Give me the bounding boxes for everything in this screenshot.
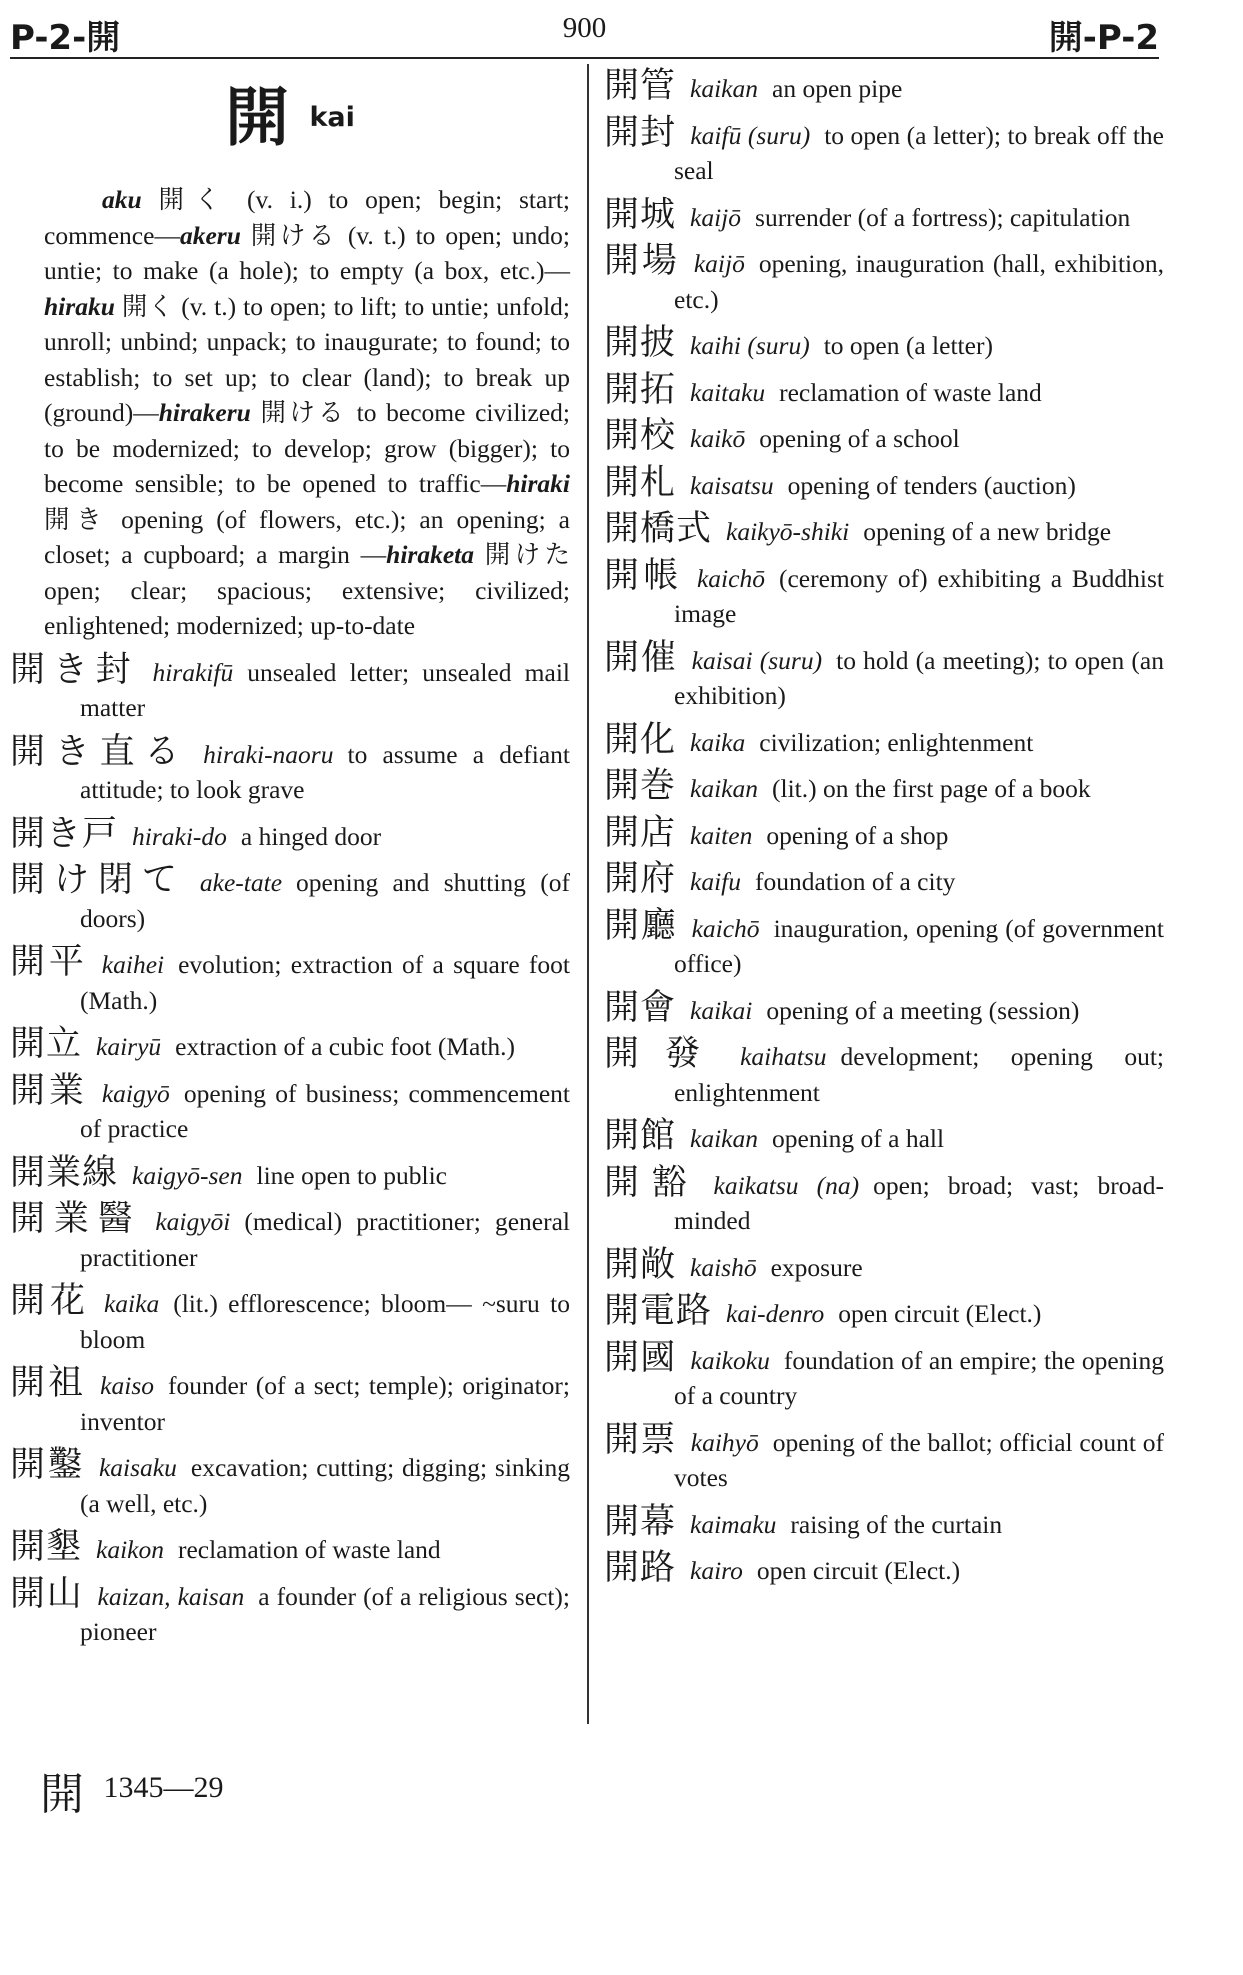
entry-romaji: kaikoku xyxy=(690,1345,770,1375)
definition-text: 開き opening (of flowers, etc.); an opening; a closet; a cupboard; a margin — xyxy=(44,504,570,569)
dictionary-entry xyxy=(604,243,1164,317)
entry-definition: to open (a letter) xyxy=(823,331,993,360)
dictionary-entry xyxy=(10,1573,570,1650)
entry-kanji: 開幕 xyxy=(604,1501,677,1541)
entry-romaji: kaijō xyxy=(693,249,745,278)
entry-kanji: 開立 xyxy=(10,1024,83,1063)
entry-romaji: kaiso xyxy=(100,1371,154,1400)
entry-romaji: kaikatsu (na) xyxy=(713,1170,860,1200)
dictionary-entry xyxy=(604,812,1164,854)
entry-definition: unsealed letter; unsealed mail matter xyxy=(80,657,570,722)
dictionary-entry xyxy=(604,1419,1164,1496)
entry-definition: (lit.) efflorescence; bloom— ~suru to bloom xyxy=(80,1289,570,1354)
dictionary-entry xyxy=(10,1447,570,1521)
entry-romaji: kaisaku xyxy=(98,1453,177,1482)
entry-kanji: 開豁 xyxy=(604,1162,700,1202)
dictionary-entry xyxy=(10,1365,570,1439)
entry-romaji: kaijō xyxy=(690,202,742,232)
entry-kanji: 開巻 xyxy=(604,766,677,805)
entry-kanji: 開會 xyxy=(604,987,677,1027)
entry-kanji: 開路 xyxy=(604,1548,677,1587)
dictionary-entry xyxy=(604,1501,1164,1543)
entry-definition: raising of the curtain xyxy=(790,1509,1003,1539)
entry-kanji: 開廳 xyxy=(604,905,678,945)
entry-kanji: 開敞 xyxy=(604,1244,677,1284)
dictionary-entry xyxy=(10,649,570,726)
entry-definition: a hinged door xyxy=(240,821,382,851)
entry-kanji: 開管 xyxy=(604,66,677,105)
definition-text: 開く (v. i.) to open; begin; start; commence— xyxy=(44,185,570,250)
entry-romaji: kaigyō xyxy=(101,1078,170,1108)
entry-romaji: kaikon xyxy=(96,1535,164,1564)
dictionary-entry xyxy=(10,944,570,1018)
header-right-label: 開-P-2 xyxy=(1048,18,1159,58)
entry-definition: extraction of a cubic foot (Math.) xyxy=(175,1032,516,1061)
dictionary-entry xyxy=(604,905,1164,982)
entry-romaji: kaika xyxy=(103,1289,160,1318)
entry-romaji: kaihyō xyxy=(690,1427,759,1457)
entry-romaji: hirakifū xyxy=(152,657,234,687)
entry-definition: open; broad; vast; broad-minded xyxy=(674,1170,1164,1235)
definition-keyword: akeru xyxy=(179,220,241,250)
entry-romaji: kaikan xyxy=(690,774,758,803)
entry-romaji: kaihatsu xyxy=(740,1042,827,1071)
footer-kanji: 開 xyxy=(40,1770,84,1819)
entry-kanji: 開國 xyxy=(604,1337,677,1377)
entry-kanji: 開平 xyxy=(10,942,88,981)
entry-kanji: 開業 xyxy=(10,1070,88,1110)
entry-definition: civilization; enlightenment xyxy=(759,727,1034,757)
dictionary-entry xyxy=(604,511,1164,550)
entry-definition: development; opening out; enlightenment xyxy=(674,1042,1164,1107)
entry-kanji: 開業線 xyxy=(10,1152,119,1192)
entry-kanji: 開電路 xyxy=(604,1291,713,1330)
dictionary-entry xyxy=(604,1550,1164,1589)
entry-romaji: kaikō xyxy=(690,424,746,453)
entry-kanji: 開館 xyxy=(604,1116,677,1155)
dictionary-entry xyxy=(604,1162,1164,1239)
entry-definition: foundation of a city xyxy=(755,867,956,896)
head-definition xyxy=(10,182,570,644)
dictionary-entry xyxy=(604,719,1164,761)
definition-keyword: aku xyxy=(102,185,142,214)
entry-definition: line open to public xyxy=(256,1160,447,1190)
entry-romaji: kaigyōi xyxy=(155,1207,231,1236)
entry-definition: reclamation of waste land xyxy=(779,377,1042,407)
entry-romaji: hiraki-do xyxy=(132,821,227,851)
entry-definition: opening of a meeting (session) xyxy=(766,995,1080,1025)
dictionary-entry xyxy=(604,418,1164,457)
dictionary-entry xyxy=(10,1529,570,1568)
entry-kanji: 開業醫 xyxy=(10,1199,142,1238)
entry-definition: a founder (of a religious sect); pioneer xyxy=(80,1581,570,1646)
entry-definition: (medical) practitioner; general practitioner xyxy=(80,1207,570,1272)
entry-romaji: ake-tate xyxy=(199,868,283,897)
entry-definition: foundation of an empire; the opening of a country xyxy=(674,1345,1164,1410)
entry-romaji: kaitaku xyxy=(690,377,766,407)
dictionary-entry xyxy=(10,1152,570,1194)
entry-definition: (ceremony of) exhibiting a Buddhist image xyxy=(674,563,1164,628)
entry-romaji: kaikan xyxy=(690,1124,758,1153)
entry-kanji: 開鑿 xyxy=(10,1445,85,1484)
entry-romaji: kaikai xyxy=(690,995,753,1025)
dictionary-entry xyxy=(10,1201,570,1275)
entry-romaji: kaimaku xyxy=(690,1509,777,1539)
entry-kanji: 開き封 xyxy=(10,649,139,689)
dictionary-entry xyxy=(604,987,1164,1029)
right-column xyxy=(604,68,1164,1597)
dictionary-entry xyxy=(604,555,1164,632)
entry-definition: to open (a letter); to break off the seal xyxy=(674,120,1164,185)
entry-definition: opening, inauguration (hall, exhibition, etc.) xyxy=(674,249,1164,314)
entry-kanji: 開橋式 xyxy=(604,509,713,548)
definition-text: 開ける to become civilized; to be modernized; to develop; grow (bigger); to become sensible; to be opened to traffic— xyxy=(44,398,570,498)
dictionary-entry xyxy=(604,369,1164,411)
entry-romaji: kaisatsu xyxy=(690,470,774,500)
entry-kanji: 開府 xyxy=(604,859,677,898)
entry-kanji: 開拓 xyxy=(604,369,677,409)
entry-definition: reclamation of waste land xyxy=(178,1535,441,1564)
head-entry xyxy=(10,82,570,182)
entry-definition: inauguration, opening (of government office) xyxy=(674,913,1164,978)
header-rule xyxy=(10,57,1159,59)
entry-definition: opening of a new bridge xyxy=(863,517,1112,546)
entry-kanji: 開場 xyxy=(604,241,680,280)
entry-definition: to assume a defiant attitude; to look grave xyxy=(80,739,570,804)
entry-kanji: 開發 xyxy=(604,1034,727,1073)
entry-kanji: 開催 xyxy=(604,637,678,677)
dictionary-entry xyxy=(604,325,1164,364)
entry-romaji: kaiten xyxy=(690,820,753,850)
entry-definition: surrender (of a fortress); capitulation xyxy=(755,202,1131,232)
dictionary-entry xyxy=(10,1283,570,1357)
entry-romaji: kaishō xyxy=(690,1252,757,1282)
page-header xyxy=(10,0,1159,62)
dictionary-entry xyxy=(604,112,1164,189)
entry-kanji: 開祖 xyxy=(10,1363,87,1402)
entry-kanji: 開き直る xyxy=(10,731,190,771)
entry-definition: opening of business; commencement of practice xyxy=(80,1078,570,1143)
entry-definition: opening of the ballot; official count of votes xyxy=(674,1427,1164,1492)
column-divider xyxy=(587,64,589,1724)
dictionary-entry xyxy=(604,1244,1164,1286)
header-left-label: P-2-開 xyxy=(10,18,121,58)
entry-romaji: kaika xyxy=(690,727,746,757)
entry-kanji: 開札 xyxy=(604,462,677,502)
entry-romaji: kaigyō-sen xyxy=(132,1160,243,1190)
dictionary-entry xyxy=(604,1118,1164,1157)
entry-romaji: kaihi (suru) xyxy=(690,331,810,360)
entry-romaji: kaikan xyxy=(690,74,758,103)
entry-definition: opening of a school xyxy=(759,424,960,453)
entry-romaji: kairyū xyxy=(96,1032,162,1061)
entry-romaji: kaisai (suru) xyxy=(691,645,823,675)
dictionary-entry xyxy=(604,1036,1164,1110)
definition-keyword: hiraki xyxy=(506,469,570,498)
head-romaji: kai xyxy=(309,102,355,134)
dictionary-entry xyxy=(10,1070,570,1147)
entry-romaji: kairo xyxy=(690,1556,743,1585)
dictionary-entry xyxy=(10,731,570,808)
entry-romaji: hiraki-naoru xyxy=(203,739,334,769)
entry-romaji: kaizan, kaisan xyxy=(97,1581,245,1611)
entry-romaji: kaikyō-shiki xyxy=(726,517,850,546)
entry-kanji: 開花 xyxy=(10,1281,90,1320)
entry-kanji: 開墾 xyxy=(10,1527,83,1566)
definition-keyword: hiraku xyxy=(44,291,115,321)
entry-definition: an open pipe xyxy=(772,74,903,103)
entry-romaji: kaifū (suru) xyxy=(690,120,811,150)
entry-kanji: 開校 xyxy=(604,416,677,455)
page-number: 900 xyxy=(562,12,607,44)
entry-romaji: kaihei xyxy=(101,950,165,979)
entry-kanji: 開封 xyxy=(604,112,677,152)
left-column xyxy=(10,68,570,1658)
dictionary-entry xyxy=(604,768,1164,807)
entry-kanji: 開城 xyxy=(604,194,677,234)
definition-keyword: hiraketa xyxy=(386,540,474,569)
entry-romaji: kaifu xyxy=(690,867,742,896)
definition-text: 開く (v. t.) to open; to lift; to untie; unfold; unroll; unbind; unpack; to inaugurate; to found; to establish; to set up; to clear (land); to break up (ground)— xyxy=(44,291,570,427)
definition-text: 開ける (v. t.) to open; undo; untie; to make (a hole); to empty (a box, etc.)— xyxy=(44,220,570,285)
page-footer xyxy=(40,1758,224,1822)
entry-romaji: kaichō xyxy=(691,913,760,943)
entry-definition: exposure xyxy=(770,1252,863,1282)
dictionary-entry xyxy=(10,862,570,936)
entry-definition: opening of tenders (auction) xyxy=(787,470,1076,500)
entry-definition: opening and shutting (of doors) xyxy=(80,868,570,933)
entry-definition: opening of a hall xyxy=(772,1124,945,1153)
dictionary-entry xyxy=(604,1337,1164,1414)
dictionary-entry xyxy=(10,1026,570,1065)
entry-romaji: kai-denro xyxy=(726,1299,825,1328)
entry-kanji: 開帳 xyxy=(604,555,683,595)
dictionary-entry xyxy=(604,194,1164,236)
entry-definition: excavation; cutting; digging; sinking (a well, etc.) xyxy=(80,1453,570,1518)
dictionary-entry xyxy=(604,637,1164,714)
entry-kanji: 開化 xyxy=(604,719,677,759)
definition-text: 開けた open; clear; spacious; extensive; civilized; enlightened; modernized; up-to-date xyxy=(44,540,570,640)
dictionary-entry xyxy=(604,462,1164,504)
entry-kanji: 開披 xyxy=(604,323,677,362)
entry-definition: founder (of a sect; temple); originator; inventor xyxy=(80,1371,570,1436)
entry-kanji: 開山 xyxy=(10,1573,84,1613)
dictionary-entry xyxy=(604,1293,1164,1332)
footer-number: 1345—29 xyxy=(103,1770,224,1804)
entry-romaji: kaichō xyxy=(696,563,765,593)
entry-definition: to hold (a meeting); to open (an exhibition) xyxy=(674,645,1164,710)
entry-definition: open circuit (Elect.) xyxy=(838,1299,1042,1328)
dictionary-entry xyxy=(604,861,1164,900)
entry-definition: (lit.) on the first page of a book xyxy=(772,774,1091,803)
definition-keyword: hirakeru xyxy=(158,398,251,427)
entry-kanji: 開け閉て xyxy=(10,860,186,899)
entry-definition: open circuit (Elect.) xyxy=(756,1556,961,1585)
entry-kanji: 開店 xyxy=(604,812,677,852)
entry-kanji: 開き戸 xyxy=(10,813,119,853)
entry-definition: evolution; extraction of a square foot (Math.) xyxy=(80,950,570,1015)
entry-definition: opening of a shop xyxy=(766,820,949,850)
entry-kanji: 開票 xyxy=(604,1419,677,1459)
head-kanji: 開 xyxy=(225,82,290,154)
dictionary-entry xyxy=(10,813,570,855)
dictionary-entry xyxy=(604,68,1164,107)
